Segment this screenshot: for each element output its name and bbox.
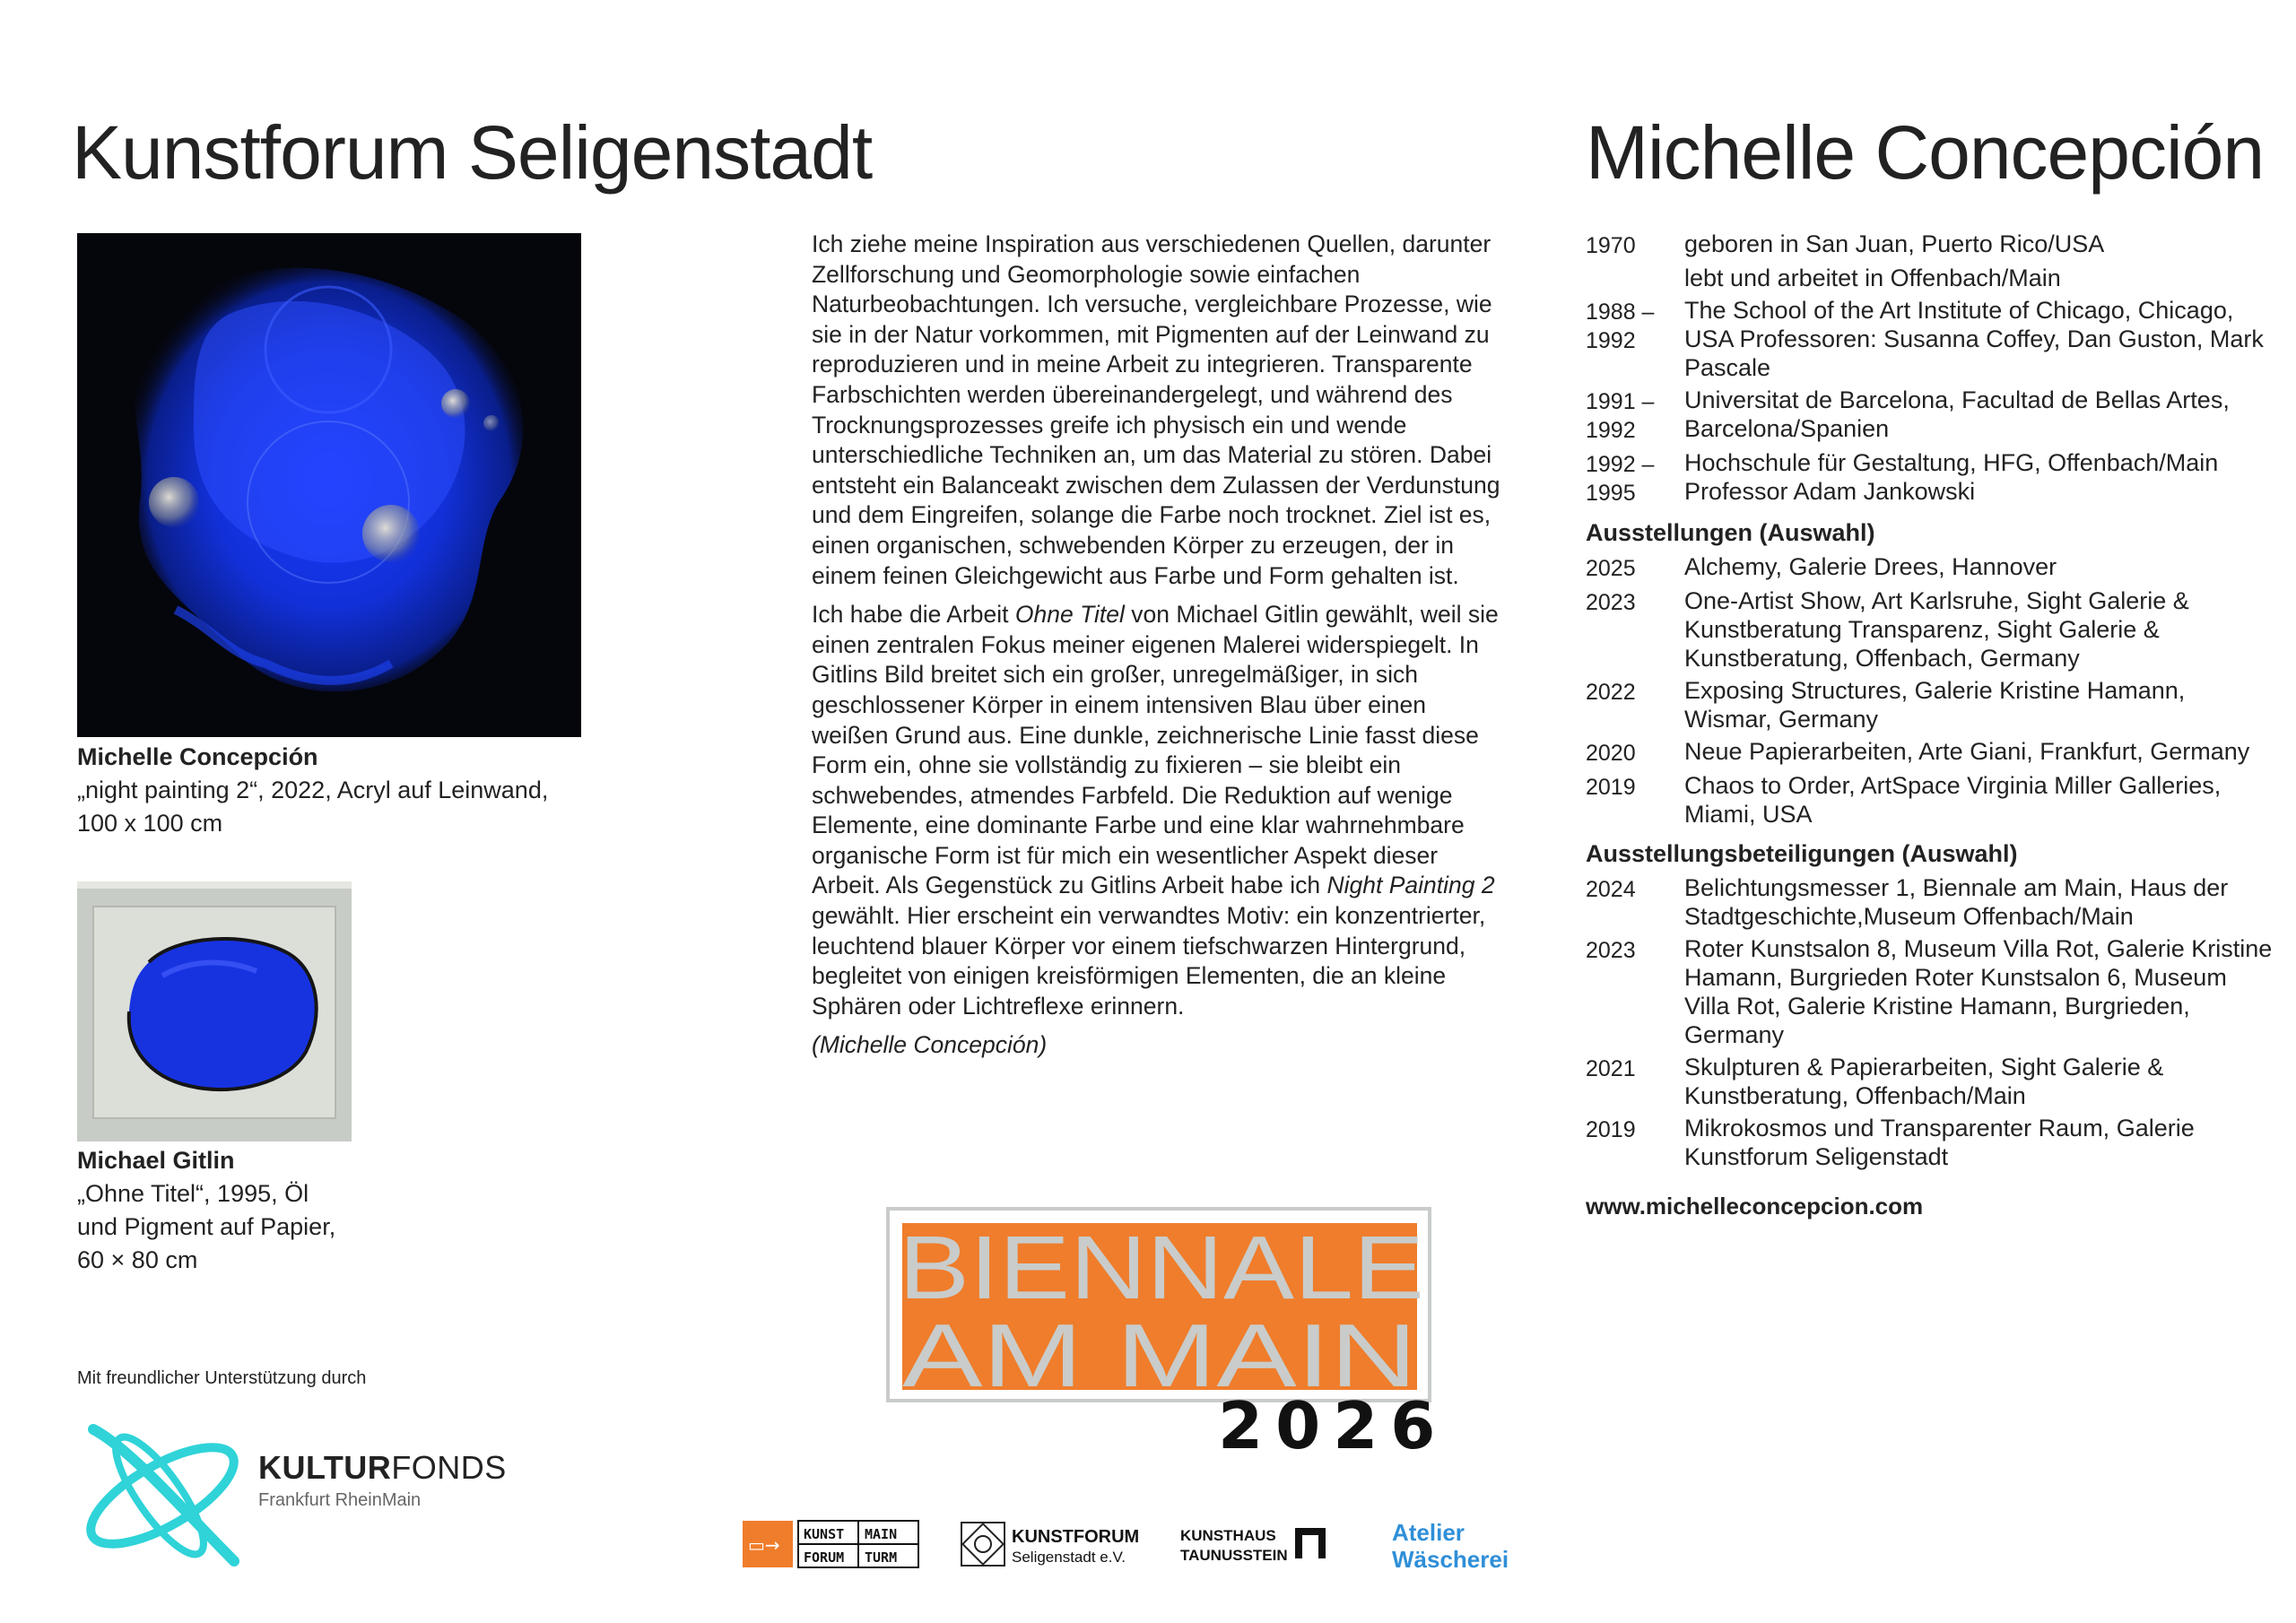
kunsthaus-taunusstein-logo: [1180, 1517, 1351, 1575]
caption-line: „Ohne Titel“, 1995, Öl: [77, 1180, 309, 1207]
statement-signature: (Michelle Concepción): [812, 1031, 1048, 1059]
aw-line2: Wäscherei: [1392, 1546, 1509, 1573]
atelier-waescherei-logo: [1390, 1517, 1525, 1579]
group-exhibitions-heading: Ausstellungsbeteiligungen (Auswahl): [1586, 840, 2018, 867]
biennale-line1: BIENNALE: [899, 1218, 1424, 1318]
support-text: Mit freundlicher Unterstützung durch: [77, 1368, 367, 1388]
cv-row: 1992 – 1995 Hochschule für Gestaltung, HFG, Offenbach/Main Professor Adam Jankowski: [1586, 449, 2219, 506]
caption-night-painting: [77, 741, 548, 840]
kulturfonds-orbit-icon: [77, 1413, 257, 1575]
cv-row: 1970 geboren in San Juan, Puerto Rico/USA: [1586, 230, 2105, 258]
kht-line2: TAUNUSSTEIN: [1180, 1547, 1288, 1564]
caption-artist: Michael Gitlin: [77, 1147, 235, 1174]
kht-line1: KUNSTHAUS: [1180, 1527, 1276, 1544]
caption-line: und Pigment auf Papier,: [77, 1213, 336, 1240]
website-link[interactable]: www.michelleconcepcion.com: [1586, 1193, 1924, 1219]
artist-statement: [812, 230, 1502, 1070]
kulturfonds-name: KULTURFONDS: [258, 1449, 507, 1486]
caption-line: 100 x 100 cm: [77, 810, 223, 837]
km-cell-kunst: KUNST: [804, 1526, 845, 1542]
cv-row: 2022 Exposing Structures, Galerie Kristine Hamann, Wismar, Germany: [1586, 677, 2186, 733]
artist-cv: [1586, 230, 2276, 1220]
venue-title: Kunstforum Seligenstadt: [72, 110, 873, 195]
solo-exhibitions-heading: Ausstellungen (Auswahl): [1586, 519, 1875, 546]
cv-row: 1988 – 1992 The School of the Art Institute of Chicago, Chicago, USA Professoren: Susanna Coffey, Dan Guston, Mark Pascale: [1586, 297, 2264, 381]
statement-paragraph: Ich habe die Arbeit Ohne Titel von Michael Gitlin gewählt, weil sie einen zentralen Fokus meiner eigenen Malerei widerspiegelt. In Gitlins Bild breitet sich ein großer, unregelmäßiger, in sich geschlossener Körper in einem intensiven Blau über einen weißen Grund aus. Eine dunkle, zeichnerische Linie fasst diese Form ein, ohne sie vollständig zu fixieren – sie bleibt ein schwebendes, atmendes Farbfeld. Die Reduktion auf wenige Elemente, eine dominante Farbe und eine klar wahrnehmbare organische Form ist für mich ein wesentlicher Aspekt dieser Arbeit. Als Gegenstück zu Gitlins Arbeit habe ich Night Painting 2 gewählt. Hier erscheint ein verwandtes Motiv: ein konzentrierter, leuchtend blauer Körper vor einem tiefschwarzen Hintergrund, begleitet von einigen kreisförmigen Elementen, die an kleine Sphären oder Lichtreflexe erinnern.: [812, 601, 1499, 1020]
cv-row: 2025 Alchemy, Galerie Drees, Hannover: [1586, 553, 2057, 581]
biennale-am-main-logo: [886, 1207, 1433, 1402]
cv-row: 2023 One-Artist Show, Art Karlsruhe, Sight Galerie & Kunstberatung Transparenz, Sight Galerie & Kunstberatung, Offenbach, Germany: [1586, 587, 2189, 672]
statement-paragraph: Ich ziehe meine Inspiration aus verschiedenen Quellen, darunter Zellforschung und Geomorphologie sowie einfachen Naturbeobachtungen. Ich versuche, vergleichbare Prozesse, wie sie in der Natur vorkommen, mit Pigmenten auf der Leinwand zu reproduzieren und in meine Arbeit zu integrieren. Transparente Farbschichten werden übereinandergelegt, und während des Trocknungsprozesses greife ich physisch ein und wende unterschiedliche Techniken an, um das Material zu stören. Dabei entsteht ein Balanceakt zwischen dem Zulassen der Verdunstung und dem Eingreifen, solange die Farbe noch trocknet. Ziel ist es, einen organischen, schwebenden Körper zu erzeugen, der in einem feinen Gleichgewicht aus Farbe und Form gehalten ist.: [812, 230, 1500, 589]
svg-text:▭→: ▭→: [748, 1534, 780, 1556]
biennale-line2: AM MAIN: [902, 1306, 1417, 1402]
km-cell-main: MAIN: [865, 1526, 898, 1542]
caption-artist: Michelle Concepción: [77, 743, 318, 770]
caption-ohne-titel: [77, 1144, 335, 1277]
kunstforum-main-turm-logo: [743, 1517, 922, 1575]
caption-line: „night painting 2“, 2022, Acryl auf Leinwand,: [77, 777, 549, 803]
cv-row: 2024 Belichtungsmesser 1, Biennale am Main, Haus der Stadtgeschichte,Museum Offenbach/Main: [1586, 874, 2229, 930]
cv-row: lebt und arbeitet in Offenbach/Main: [1684, 265, 2061, 291]
cv-row: 2019 Mikrokosmos und Transparenter Raum, Galerie Kunstforum Seligenstadt: [1586, 1115, 2195, 1170]
solo-exhibitions-list: [1586, 552, 2276, 829]
cv-row: 2019 Chaos to Order, ArtSpace Virginia Miller Galleries, Miami, USA: [1586, 772, 2222, 828]
bio-list: [1586, 230, 2276, 508]
km-cell-turm: TURM: [865, 1549, 898, 1566]
kulturfonds-subtitle: Frankfurt RheinMain: [258, 1490, 422, 1510]
cv-row: 2023 Roter Kunstsalon 8, Museum Villa Rot, Galerie Kristine Hamann, Burgrieden Roter Kunstsalon 6, Museum Villa Rot, Galerie Kristine Hamann, Burgrieden, Germany: [1586, 935, 2273, 1048]
ohne-titel-image: [77, 881, 352, 1141]
km-cell-forum: FORUM: [804, 1549, 845, 1566]
artist-title: Michelle Concepción: [1586, 110, 2265, 195]
night-painting-2-image: [77, 233, 581, 737]
kfs-subtitle: Seligenstadt e.V.: [1012, 1549, 1126, 1566]
biennale-year: 2026: [1218, 1388, 1448, 1463]
cv-row: 1991 – 1992 Universitat de Barcelona, Facultad de Bellas Artes, Barcelona/Spanien: [1586, 386, 2230, 443]
group-exhibitions-list: [1586, 873, 2276, 1171]
aw-line1: Atelier: [1392, 1519, 1465, 1546]
kfs-title: KUNSTFORUM: [1012, 1527, 1140, 1547]
caption-line: 60 × 80 cm: [77, 1246, 198, 1273]
kunstforum-seligenstadt-logo: [958, 1517, 1164, 1575]
cv-row: 2020 Neue Papierarbeiten, Arte Giani, Frankfurt, Germany: [1586, 738, 2250, 766]
cv-row: 2021 Skulpturen & Papierarbeiten, Sight Galerie & Kunstberatung, Offenbach/Main: [1586, 1054, 2164, 1109]
